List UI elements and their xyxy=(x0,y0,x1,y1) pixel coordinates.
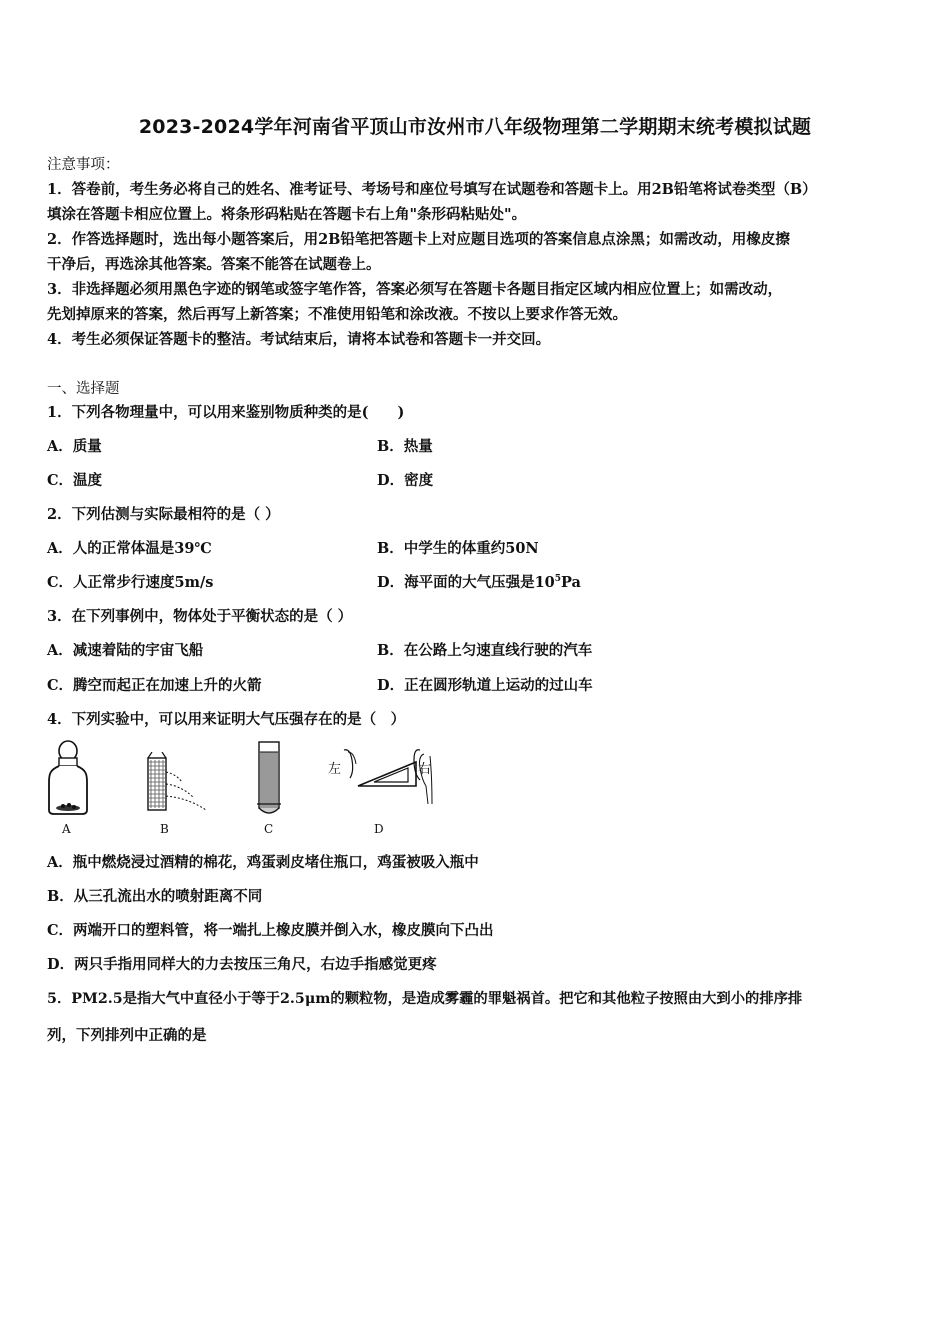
q4-option-b: B．从三孔流出水的喷射距离不同 xyxy=(47,888,263,905)
q4-option-a: A．瓶中燃烧浸过酒精的棉花，鸡蛋剥皮堵住瓶口，鸡蛋被吸入瓶中 xyxy=(47,854,479,871)
q2-option-b: B．中学生的体重约50N xyxy=(377,540,539,557)
page-title: 2023-2024学年河南省平顶山市汝州市八年级物理第二学期期末统考模拟试题 xyxy=(138,116,812,138)
q2-option-c: C．人正常步行速度5m/s xyxy=(47,574,214,591)
tube-membrane-figure xyxy=(254,740,284,820)
q2-option-a: A．人的正常体温是39℃ xyxy=(47,540,212,557)
bottle-egg-figure xyxy=(46,740,90,818)
figure-label-a: A xyxy=(62,822,71,836)
triangle-ruler-figure xyxy=(340,746,436,808)
notice-line: 1．答卷前，考生务必将自己的姓名、准考证号、考场号和座位号填写在试题卷和答题卡上。用2B铅笔将试卷类型（B） xyxy=(47,181,817,198)
q2-option-d-text: D．海平面的大气压强是10 xyxy=(377,574,555,591)
q2-option-d-exponent: 5 xyxy=(554,574,562,585)
right-label: 右 xyxy=(418,762,432,777)
figure-label-b: B xyxy=(160,822,169,836)
q3-option-c: C．腾空而起正在加速上升的火箭 xyxy=(47,677,262,694)
notice-line: 3．非选择题必须用黑色字迹的钢笔或签字笔作答，答案必须写在答题卡各题目指定区域内相应位置上；如需改动， xyxy=(47,281,783,298)
question-2-stem: 2．下列估测与实际最相符的是（ ） xyxy=(47,506,280,523)
notice-line: 填涂在答题卡相应位置上。将条形码粘贴在答题卡右上角"条形码粘贴处"。 xyxy=(47,206,527,223)
q1-option-d: D．密度 xyxy=(377,472,434,489)
q2-option-d-unit: Pa xyxy=(561,574,581,591)
q3-option-a: A．减速着陆的宇宙飞船 xyxy=(47,642,204,659)
question-3-stem: 3．在下列事例中，物体处于平衡状态的是（ ） xyxy=(47,608,353,625)
q3-option-b: B．在公路上匀速直线行驶的汽车 xyxy=(377,642,593,659)
question-5-stem-line-2: 列，下列排列中正确的是 xyxy=(47,1027,207,1044)
q3-option-d: D．正在圆形轨道上运动的过山车 xyxy=(377,677,593,694)
q4-option-c: C．两端开口的塑料管，将一端扎上橡皮膜并倒入水，橡皮膜向下凸出 xyxy=(47,922,494,939)
section-heading: 一、选择题 xyxy=(47,381,120,397)
figure-label-c: C xyxy=(264,822,274,836)
q4-option-d: D．两只手指用同样大的力去按压三角尺，右边手指感觉更疼 xyxy=(47,956,437,973)
notice-line: 先划掉原来的答案，然后再写上新答案；不准使用铅笔和涂改液。不按以上要求作答无效。 xyxy=(47,306,627,323)
three-hole-container-figure xyxy=(144,752,214,818)
question-4-stem: 4．下列实验中，可以用来证明大气压强存在的是（ ） xyxy=(47,711,406,728)
q1-option-a: A．质量 xyxy=(47,438,102,455)
q1-option-c: C．温度 xyxy=(47,472,103,489)
q2-option-d xyxy=(377,571,581,592)
left-label: 左 xyxy=(328,762,342,777)
figure-label-d: D xyxy=(374,822,384,836)
notice-heading: 注意事项： xyxy=(47,157,120,173)
q1-option-b: B．热量 xyxy=(377,438,433,455)
question-1-stem: 1．下列各物理量中，可以用来鉴别物质种类的是( ) xyxy=(47,404,405,421)
notice-line: 4．考生必须保证答题卡的整洁。考试结束后，请将本试卷和答题卡一并交回。 xyxy=(47,331,551,348)
experiment-figures xyxy=(44,740,444,840)
question-5-stem-line-1: 5．PM2.5是指大气中直径小于等于2.5μm的颗粒物，是造成雾霾的罪魁祸首。把它和其他粒子按照由大到小的排序排 xyxy=(47,991,803,1007)
notice-line: 2．作答选择题时，选出每小题答案后，用2B铅笔把答题卡上对应题目选项的答案信息点涂黑；如需改动，用橡皮擦 xyxy=(47,231,790,248)
notice-line: 干净后，再选涂其他答案。答案不能答在试题卷上。 xyxy=(47,256,381,273)
